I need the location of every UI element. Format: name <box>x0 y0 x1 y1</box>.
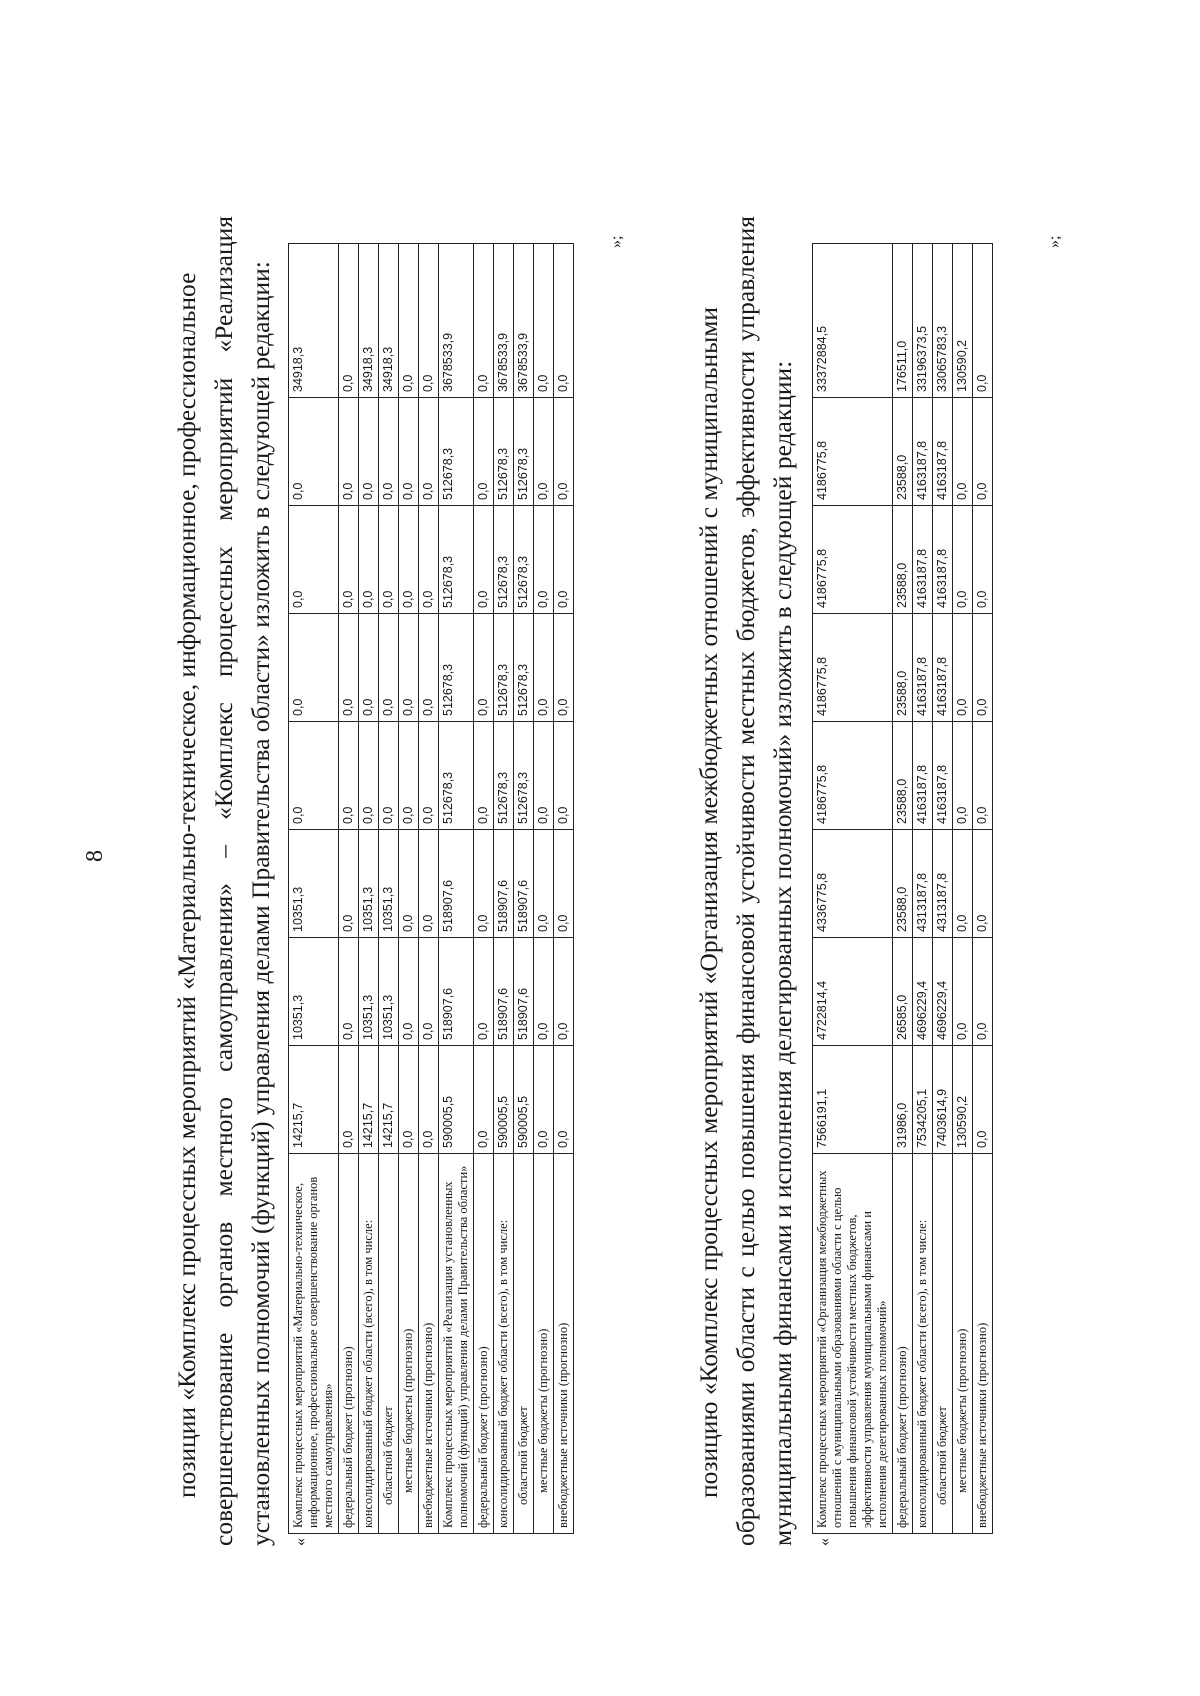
row-value: 34918,3 <box>359 244 379 398</box>
row-value: 0,0 <box>534 722 554 830</box>
row-label: областной бюджет <box>933 1154 953 1534</box>
row-value: 0,0 <box>474 938 494 1046</box>
row-value: 0,0 <box>973 506 993 614</box>
row-value: 0,0 <box>554 830 574 938</box>
row-label: консолидированный бюджет области (всего), в том числе: <box>494 1154 514 1534</box>
section1-close-quote: »; <box>608 235 625 248</box>
row-value: 23588,0 <box>893 614 913 722</box>
section1-heading <box>168 216 279 1546</box>
row-value: 0,0 <box>953 398 973 506</box>
row-value: 0,0 <box>399 614 419 722</box>
row-value: 4313187,8 <box>933 830 953 938</box>
row-label: Комплекс процессных мероприятий «Материально-техническое, информационное, профессиональное совершенствование органов местного самоуправления» <box>289 1154 339 1534</box>
row-value: 0,0 <box>973 830 993 938</box>
row-value: 0,0 <box>534 614 554 722</box>
row-label: местные бюджеты (прогнозно) <box>399 1154 419 1534</box>
row-value: 4186775,8 <box>813 614 893 722</box>
row-value: 518907,6 <box>439 938 474 1046</box>
row-value: 512678,3 <box>439 614 474 722</box>
row-label: Комплекс процессных мероприятий «Реализация установленных полномочий (функций) управления делами Правительства области» <box>439 1154 474 1534</box>
page-number: 8 <box>82 850 108 862</box>
table-row <box>289 244 339 1534</box>
row-value: 512678,3 <box>514 506 534 614</box>
row-label: федеральный бюджет (прогнозно) <box>893 1154 913 1534</box>
row-value: 0,0 <box>399 506 419 614</box>
row-value: 4163187,8 <box>933 614 953 722</box>
row-value: 4163187,8 <box>913 614 933 722</box>
row-value: 0,0 <box>534 938 554 1046</box>
row-value: 14215,7 <box>359 1046 379 1154</box>
row-label: федеральный бюджет (прогнозно) <box>339 1154 359 1534</box>
row-value: 0,0 <box>554 506 574 614</box>
row-value: 0,0 <box>419 830 439 938</box>
row-value: 23588,0 <box>893 830 913 938</box>
row-value: 0,0 <box>534 1046 554 1154</box>
row-label: внебюджетные источники (прогнозно) <box>973 1154 993 1534</box>
row-value: 10351,3 <box>359 938 379 1046</box>
row-value: 518907,6 <box>494 938 514 1046</box>
row-value: 0,0 <box>419 506 439 614</box>
row-value: 0,0 <box>399 244 419 398</box>
row-value: 0,0 <box>534 506 554 614</box>
row-value: 0,0 <box>953 722 973 830</box>
row-value: 0,0 <box>339 722 359 830</box>
row-value: 0,0 <box>359 722 379 830</box>
row-value: 0,0 <box>399 830 419 938</box>
row-value: 518907,6 <box>494 830 514 938</box>
row-value: 590005,5 <box>514 1046 534 1154</box>
table-row <box>953 244 973 1534</box>
row-value: 0,0 <box>474 722 494 830</box>
section1-heading-rest: совершенствование органов местного самоуправления» – «Комплекс процессных мероприятий «Реализация установленных полномочий (функций) управления делами Правительства области» изложить в следующей редакции: <box>209 216 275 1546</box>
row-value: 0,0 <box>474 244 494 398</box>
row-value: 33372884,5 <box>813 244 893 398</box>
row-value: 0,0 <box>379 506 399 614</box>
row-value: 518907,6 <box>514 938 534 1046</box>
row-value: 512678,3 <box>494 722 514 830</box>
table-row <box>439 244 474 1534</box>
row-value: 0,0 <box>289 398 339 506</box>
margin-mark <box>265 1486 267 1514</box>
row-value: 4186775,8 <box>813 722 893 830</box>
row-value: 0,0 <box>474 398 494 506</box>
row-value: 0,0 <box>474 1046 494 1154</box>
row-value: 0,0 <box>379 398 399 506</box>
row-label: консолидированный бюджет области (всего), в том числе: <box>359 1154 379 1534</box>
row-value: 512678,3 <box>514 398 534 506</box>
row-value: 512678,3 <box>494 506 514 614</box>
section1-open-quote: « <box>292 1538 309 1546</box>
row-value: 0,0 <box>973 398 993 506</box>
row-value: 0,0 <box>534 830 554 938</box>
row-value: 0,0 <box>419 614 439 722</box>
row-value: 10351,3 <box>379 830 399 938</box>
table-row <box>554 244 574 1534</box>
row-value: 0,0 <box>474 614 494 722</box>
row-value: 0,0 <box>474 506 494 614</box>
section2-close-quote: »; <box>1046 235 1063 248</box>
row-value: 34918,3 <box>379 244 399 398</box>
row-value: 0,0 <box>534 244 554 398</box>
row-value: 0,0 <box>289 506 339 614</box>
table-row <box>913 244 933 1534</box>
table-row <box>474 244 494 1534</box>
row-value: 3678533,9 <box>439 244 474 398</box>
section2-open-quote: « <box>816 1538 833 1546</box>
row-value: 0,0 <box>973 938 993 1046</box>
row-value: 33065783,3 <box>933 244 953 398</box>
row-value: 0,0 <box>953 506 973 614</box>
row-value: 4163187,8 <box>933 506 953 614</box>
row-value: 33196373,5 <box>913 244 933 398</box>
row-value: 3678533,9 <box>514 244 534 398</box>
row-value: 0,0 <box>953 938 973 1046</box>
table-row <box>494 244 514 1534</box>
section1-table <box>288 243 574 1534</box>
row-value: 130590,2 <box>953 1046 973 1154</box>
row-value: 31986,0 <box>893 1046 913 1154</box>
row-label: местные бюджеты (прогнозно) <box>534 1154 554 1534</box>
row-value: 4336775,8 <box>813 830 893 938</box>
row-value: 23588,0 <box>893 398 913 506</box>
row-value: 512678,3 <box>514 614 534 722</box>
row-value: 0,0 <box>379 614 399 722</box>
row-label: федеральный бюджет (прогнозно) <box>474 1154 494 1534</box>
row-value: 4696229,4 <box>913 938 933 1046</box>
table-row <box>973 244 993 1534</box>
row-value: 4722814,4 <box>813 938 893 1046</box>
row-value: 0,0 <box>554 244 574 398</box>
row-label: Комплекс процессных мероприятий «Организация межбюджетных отношений с муниципальными образованиями области с целью повышения финансовой устойчивости местных бюджетов, эффективности управления муниципальными финансами и исполнения делегированных полномочий» <box>813 1154 893 1534</box>
row-value: 0,0 <box>399 722 419 830</box>
row-value: 0,0 <box>289 722 339 830</box>
row-value: 0,0 <box>554 1046 574 1154</box>
table-row <box>419 244 439 1534</box>
table-row <box>534 244 554 1534</box>
row-value: 512678,3 <box>494 614 514 722</box>
row-value: 0,0 <box>953 830 973 938</box>
table-row <box>933 244 953 1534</box>
row-value: 4696229,4 <box>933 938 953 1046</box>
row-value: 0,0 <box>339 244 359 398</box>
section2-table-body <box>813 244 993 1534</box>
row-value: 0,0 <box>339 938 359 1046</box>
row-value: 518907,6 <box>439 830 474 938</box>
row-value: 0,0 <box>399 938 419 1046</box>
row-value: 512678,3 <box>514 722 534 830</box>
row-value: 4163187,8 <box>933 398 953 506</box>
row-value: 0,0 <box>474 830 494 938</box>
row-value: 590005,5 <box>494 1046 514 1154</box>
row-label: областной бюджет <box>514 1154 534 1534</box>
table-row <box>893 244 913 1534</box>
row-label: местные бюджеты (прогнозно) <box>953 1154 973 1534</box>
table-row <box>813 244 893 1534</box>
row-value: 0,0 <box>289 614 339 722</box>
row-value: 4163187,8 <box>913 506 933 614</box>
row-value: 7534205,1 <box>913 1046 933 1154</box>
row-value: 4186775,8 <box>813 506 893 614</box>
row-value: 4163187,8 <box>933 722 953 830</box>
row-value: 0,0 <box>359 614 379 722</box>
row-value: 0,0 <box>419 244 439 398</box>
row-value: 0,0 <box>973 722 993 830</box>
row-value: 4163187,8 <box>913 398 933 506</box>
row-label: областной бюджет <box>379 1154 399 1534</box>
row-value: 23588,0 <box>893 506 913 614</box>
row-value: 3678533,9 <box>494 244 514 398</box>
section2-table <box>812 243 993 1534</box>
row-value: 0,0 <box>419 398 439 506</box>
row-value: 0,0 <box>339 614 359 722</box>
row-value: 4163187,8 <box>913 722 933 830</box>
row-value: 0,0 <box>534 398 554 506</box>
section2-heading-rest: образованиями области с целью повышения финансовой устойчивости местных бюджетов, эффективности управления муниципальными финансами и исполнения делегированных полномочий» изложить в следующей редакции: <box>731 216 797 1546</box>
row-value: 0,0 <box>419 1046 439 1154</box>
row-value: 0,0 <box>419 722 439 830</box>
row-value: 14215,7 <box>379 1046 399 1154</box>
row-value: 34918,3 <box>289 244 339 398</box>
row-value: 0,0 <box>359 398 379 506</box>
row-value: 4186775,8 <box>813 398 893 506</box>
row-value: 0,0 <box>359 506 379 614</box>
row-value: 0,0 <box>554 614 574 722</box>
row-value: 512678,3 <box>494 398 514 506</box>
table-row <box>399 244 419 1534</box>
section2-heading-line1: позицию «Комплекс процессных мероприятий «Организация межбюджетных отношений с муниципальными <box>694 306 723 1498</box>
row-value: 0,0 <box>973 244 993 398</box>
row-value: 26585,0 <box>893 938 913 1046</box>
row-value: 0,0 <box>953 614 973 722</box>
row-value: 10351,3 <box>359 830 379 938</box>
row-value: 176511,0 <box>893 244 913 398</box>
row-value: 590005,5 <box>439 1046 474 1154</box>
section1-table-body <box>289 244 574 1534</box>
section2-heading <box>690 216 801 1546</box>
row-value: 7566191,1 <box>813 1046 893 1154</box>
table-row <box>379 244 399 1534</box>
row-value: 14215,7 <box>289 1046 339 1154</box>
row-value: 512678,3 <box>439 722 474 830</box>
section1-heading-line1: позиции «Комплекс процессных мероприятий «Материально-техническое, информационное, профессиональное <box>172 272 201 1498</box>
row-label: внебюджетные источники (прогнозно) <box>554 1154 574 1534</box>
row-value: 0,0 <box>339 830 359 938</box>
row-label: консолидированный бюджет области (всего), в том числе: <box>913 1154 933 1534</box>
row-value: 0,0 <box>973 1046 993 1154</box>
row-value: 4313187,8 <box>913 830 933 938</box>
row-value: 130590,2 <box>953 244 973 398</box>
table-row <box>359 244 379 1534</box>
row-value: 0,0 <box>339 506 359 614</box>
row-label: внебюджетные источники (прогнозно) <box>419 1154 439 1534</box>
row-value: 0,0 <box>554 398 574 506</box>
row-value: 0,0 <box>554 938 574 1046</box>
row-value: 0,0 <box>419 938 439 1046</box>
row-value: 0,0 <box>554 722 574 830</box>
table-row <box>339 244 359 1534</box>
row-value: 7403614,9 <box>933 1046 953 1154</box>
row-value: 0,0 <box>399 1046 419 1154</box>
row-value: 10351,3 <box>379 938 399 1046</box>
row-value: 0,0 <box>399 398 419 506</box>
row-value: 10351,3 <box>289 938 339 1046</box>
row-value: 512678,3 <box>439 398 474 506</box>
row-value: 10351,3 <box>289 830 339 938</box>
row-value: 512678,3 <box>439 506 474 614</box>
row-value: 0,0 <box>973 614 993 722</box>
row-value: 0,0 <box>339 1046 359 1154</box>
row-value: 518907,6 <box>514 830 534 938</box>
row-value: 23588,0 <box>893 722 913 830</box>
table-row <box>514 244 534 1534</box>
row-value: 0,0 <box>339 398 359 506</box>
row-value: 0,0 <box>379 722 399 830</box>
